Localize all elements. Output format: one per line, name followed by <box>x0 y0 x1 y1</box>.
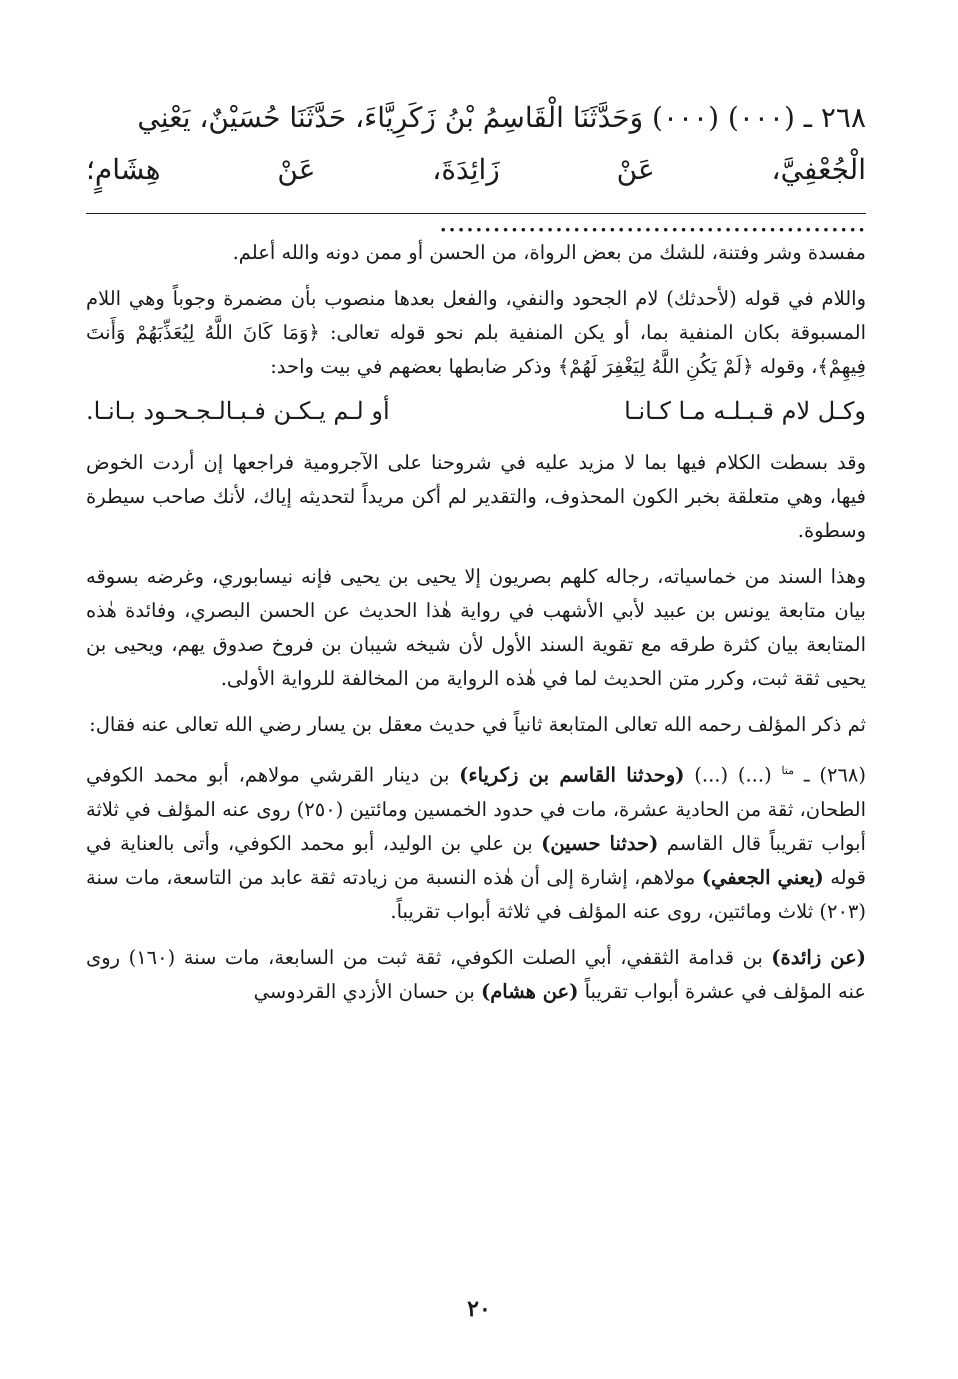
narrator-bio-3: مولاهم، إشارة إلى أن هٰذه النسبة من زيادته ثقة عابد من التاسعة، مات سنة (٢٠٣) ثلاث ومائتين، روى عنه المؤلف في ثلاثة أبواب تقريباً. <box>86 865 866 923</box>
commentary-paragraph-5: ثم ذكر المؤلف رحمه الله تعالى المتابعة ثانياً في حديث معقل بن يسار رضي الله تعالى عنه فقال: <box>89 713 866 736</box>
section-divider <box>86 213 866 214</box>
narrator-bio-4: بن قدامة الثقفي، أبي الصلت الكوفي، ثقة ثبت من السابعة، مات سنة (١٦٠) روى عنه المؤلف في عشرة أبواب تقريباً <box>86 945 866 1003</box>
verse-second-hemistich: أو لـم يـكـن فـبـالـجـحـود بـانـا. <box>86 397 390 425</box>
narrator-bio-2: بن علي بن الوليد، أبو محمد الكوفي، وأتى بالعناية في قوله <box>86 831 867 889</box>
commentary-paragraph-2: واللام في قوله (لأحدثك) لام الجحود والنفي، والفعل بعدها منصوب بأن مضمرة وجوباً وهي اللام المسبوقة بكان المنفية بما، أو يكن المنفية بلم نحو قوله تعالى: ﴿وَمَا كَانَ اللَّهُ لِيُعَذِّبَهُمْ وَأَنتَ فِيهِمْ﴾، وقوله ﴿لَمْ يَكُنِ اللَّهُ لِيَغْفِرَ لَهُمْ﴾ وذكر ضابطها بعضهم في بيت واحد: <box>86 287 866 378</box>
quoted-phrase-3: (يعني الجعفي) <box>701 865 824 889</box>
hadith-line-2 <box>86 144 866 248</box>
narrator-bio-1: بن دينار القرشي مولاهم، أبو محمد الكوفي الطحان، ثقة من الحادية عشرة، مات في حدود الخمسين ومائتين (٢٥٠) روى عنه المؤلف في ثلاثة أبواب تقريباً قال القاسم <box>86 763 866 855</box>
quoted-phrase-4: (عن زائدة) <box>771 945 867 969</box>
page-number: ٢٠ <box>467 1296 491 1322</box>
commentary-paragraph-3: وقد بسطت الكلام فيها بما لا مزيد عليه في شروحنا على الآجرومية فراجعها إن أردت الخوض فيها، وهي متعلقة بخبر الكون المحذوف، والتقدير لم أكن مريداً لتحديثه إياك، لأنك صاحب سيطرة وسطوة. <box>86 451 866 542</box>
commentary-paragraph-1: مفسدة وشر وفتنة، للشك من بعض الرواة، من الحسن أو ممن دونه والله أعلم. <box>232 241 866 264</box>
narrator-bio-5: بن حسان الأزدي القردوسي <box>253 979 481 1003</box>
hadith-line-2-text: الْجُعْفِيَّ، عَنْ زَائِدَةَ، عَنْ هِشَامٍ؛ <box>86 153 866 186</box>
commentary <box>86 236 866 1021</box>
commentary-paragraph-4: وهذا السند من خماسياته، رجاله كلهم بصريون إلا يحيى بن يحيى فإنه نيسابوري، وغرضه بسوقه بيان متابعة يونس بن عبيد لأبي الأشهب في رواية هٰذا الحديث عن الحسن البصري، وفائدة هٰذه المتابعة بيان كثرة طرقه مع تقوية السند الأول لأن شيخه شيبان بن فروخ صدوق يهم، ويحيى بن يحيى ثقة ثبت، وكرر متن الحديث لما في هٰذه الرواية من المخالفة للرواية الأولى. <box>86 565 866 690</box>
narration-number: (٢٦٨) ـ <box>794 763 866 787</box>
commentary-paragraph-7 <box>86 941 866 1009</box>
narration-refs: (...) (...) <box>684 763 782 787</box>
verse-first-hemistich: وكـل لام قـبـلـه مـا كـانـا <box>624 397 866 425</box>
quoted-phrase-2: (حدثنا حسين) <box>541 831 659 855</box>
commentary-paragraph-6 <box>86 754 866 929</box>
quoted-phrase-5: (عن هشام) <box>481 979 579 1003</box>
hadith-text <box>86 92 866 248</box>
mt-marker: متا <box>781 764 795 777</box>
hadith-ellipsis: ................................................ <box>438 205 866 238</box>
quoted-phrase-1: (وحدثنا القاسم بن زكرياء) <box>459 763 685 787</box>
poetry-verse <box>86 390 866 432</box>
hadith-line-1: ٢٦٨ ـ (٠٠٠) (٠٠٠) وَحَدَّثَنَا الْقَاسِمُ بْنُ زَكَرِيَّاءَ، حَدَّثَنَا حُسَيْنٌ، يَعْنِي <box>137 101 866 134</box>
